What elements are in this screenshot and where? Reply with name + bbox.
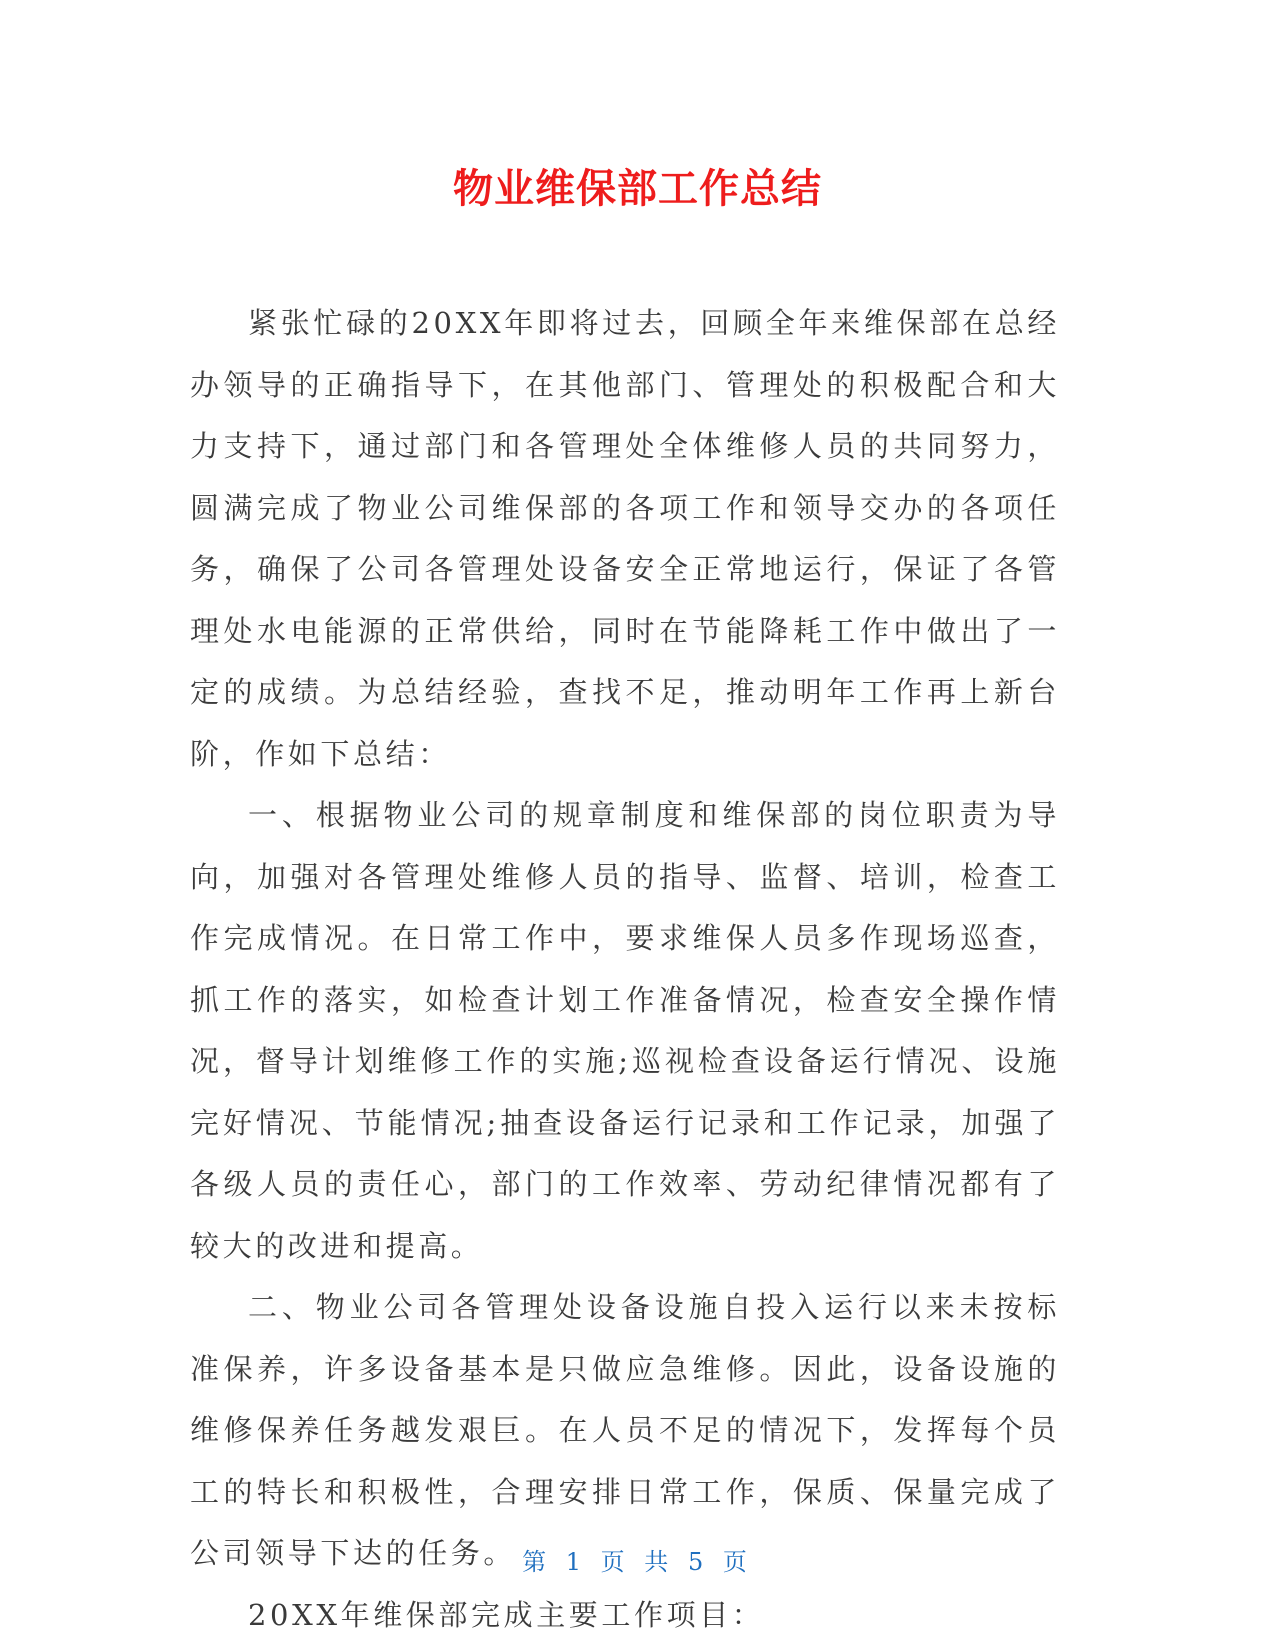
paragraph-section-1: 一、根据物业公司的规章制度和维保部的岗位职责为导向，加强对各管理处维修人员的指导、监督、培训，检查工作完成情况。在日常工作中，要求维保人员多作现场巡查，抓工作的落实，如检查计划工作准备情况，检查安全操作情况，督导计划维修工作的实施;巡视检查设备运行情况、设施完好情况、节能情况;抽查设备运行记录和工作记录，加强了各级人员的责任心，部门的工作效率、劳动纪律情况都有了较大的改进和提高。 [190,798,1060,1263]
page-number-footer: 第 1 页 共 5 页 [522,1548,753,1576]
document-title: 物业维保部工作总结 [453,166,822,212]
paragraph-work-items-heading: 20XX年维保部完成主要工作项目： [248,1597,765,1632]
paragraph-section-2: 二、物业公司各管理处设备设施自投入运行以来未按标准保养，许多设备基本是只做应急维修。因此，设备设施的维修保养任务越发艰巨。在人员不足的情况下，发挥每个员工的特长和积极性，合理安排日常工作，保质、保量完成了公司领导下达的任务。 [190,1290,1060,1570]
document-body [190,293,1060,1646]
paragraph-intro: 紧张忙碌的20XX年即将过去，回顾全年来维保部在总经办领导的正确指导下，在其他部门、管理处的积极配合和大力支持下，通过部门和各管理处全体维修人员的共同努力，圆满完成了物业公司维保部的各项工作和领导交办的各项任务，确保了公司各管理处设备安全正常地运行，保证了各管理处水电能源的正常供给，同时在节能降耗工作中做出了一定的成绩。为总结经验，查找不足，推动明年工作再上新台阶，作如下总结： [190,306,1060,771]
